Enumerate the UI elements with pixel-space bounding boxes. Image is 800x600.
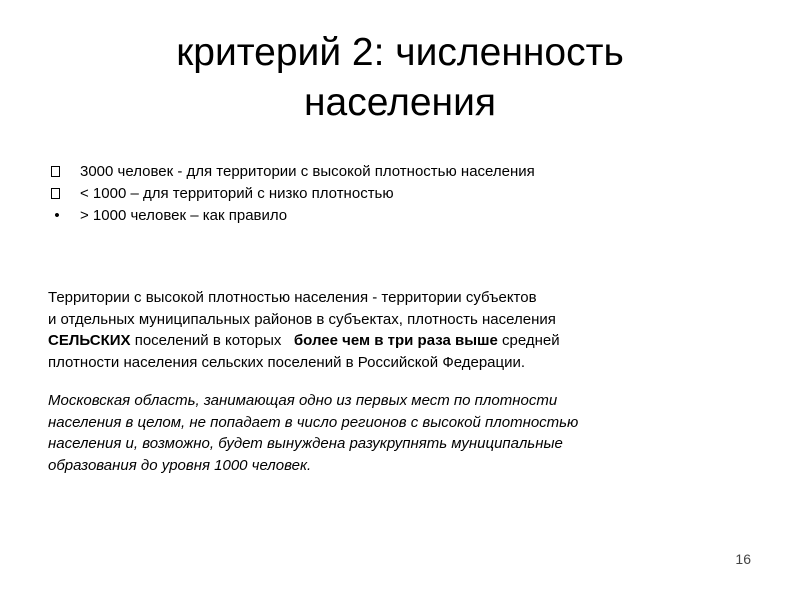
moscow-line-4: образования до уровня 1000 человек. (48, 456, 312, 474)
definition-line-3 (48, 330, 748, 352)
moscow-line-2: населения в целом, не попадает в число регионов с высокой плотностью (48, 413, 579, 431)
bullet-dot-icon: • (54, 207, 60, 224)
bullet-text-2: < 1000 – для территорий с низко плотностью (80, 185, 394, 202)
definition-line-3-end: средней (497, 332, 560, 349)
bullet-box-icon (51, 188, 60, 199)
definition-paragraph (48, 287, 748, 373)
slide-title (60, 28, 740, 128)
bullet-item-1 (48, 161, 768, 183)
definition-line-1: Территории с высокой плотностью населения - территории субъектов (48, 289, 537, 306)
moscow-line-1: Московская область, занимающая одно из первых мест по плотности (48, 392, 558, 409)
bullet-item-2 (48, 183, 768, 205)
bullet-text-1: 3000 человек - для территории с высокой плотностью населения (80, 163, 535, 180)
definition-line-4: плотности населения сельских поселений в Российской Федерации. (48, 353, 526, 371)
definition-line-2: и отдельных муниципальных районов в субъектах, плотность населения (48, 310, 556, 328)
bullet-box-icon (51, 166, 60, 177)
slide-title-line-2: населения (303, 81, 496, 124)
rural-emphasis: СЕЛЬСКИХ (48, 332, 131, 349)
bullet-list (48, 161, 768, 227)
bullet-text-3: > 1000 человек – как правило (80, 207, 288, 224)
moscow-region-paragraph (48, 390, 748, 476)
bullet-item-3 (48, 205, 768, 227)
definition-line-3-middle: поселений в которых (130, 332, 294, 349)
page-number: 16 (735, 551, 751, 567)
moscow-line-3: населения и, возможно, будет вынуждена разукрупнять муниципальные (48, 435, 563, 452)
slide-title-line-1: критерий 2: численность (176, 31, 624, 74)
three-times-emphasis: более чем в три раза выше (293, 332, 498, 349)
